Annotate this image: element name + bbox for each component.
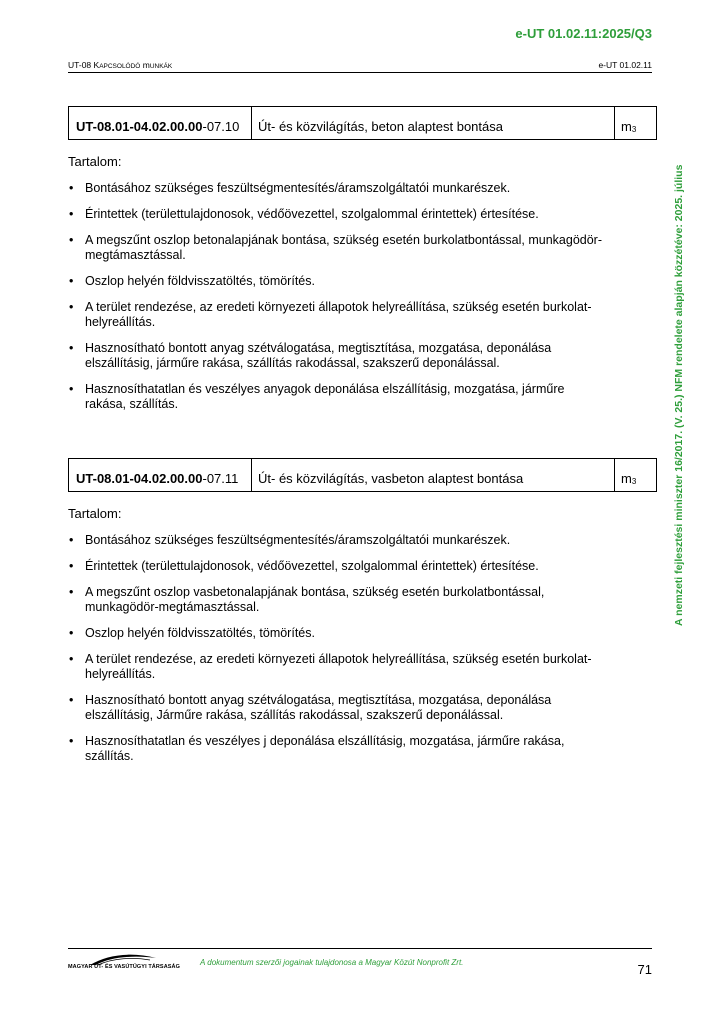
list-item: • A megszűnt oszlop betonalapjának bontása, szükség esetén burkolatbontással, munkagödör-megtámasztással. bbox=[68, 233, 608, 263]
society-logo bbox=[68, 952, 180, 974]
publication-note: A nemzeti fejlesztési miniszter 16/2017. (V. 25.) NFM rendelete alapján közzétéve: 2025. július bbox=[673, 164, 685, 626]
list-item: • A terület rendezése, az eredeti környezeti állapotok helyreállítása, szükség esetén burkolat-helyreállítás. bbox=[68, 652, 608, 682]
page-number: 71 bbox=[637, 962, 652, 977]
item-code-main: UT-08.01-04.02.00.00 bbox=[76, 119, 203, 134]
list-item: • A terület rendezése, az eredeti környezeti állapotok helyreállítása, szükség esetén burkolat-helyreállítás. bbox=[68, 300, 608, 330]
content-list bbox=[68, 533, 608, 775]
item-title: Út- és közvilágítás, beton alaptest bontása bbox=[252, 107, 615, 139]
item-code bbox=[69, 459, 252, 491]
item-unit bbox=[615, 459, 656, 491]
unit-base: m bbox=[621, 119, 632, 134]
logo-text: MAGYAR ÚT- ÉS VASÚTÜGYI TÁRSASÁG bbox=[68, 964, 180, 970]
footer-divider bbox=[68, 948, 652, 949]
list-item: • Bontásához szükséges feszültségmentesítés/áramszolgáltatói munkarészek. bbox=[68, 533, 608, 548]
list-item: • Hasznosíthatatlan és veszélyes anyagok deponálása elszállításig, mozgatása, járműre rakása, szállítás. bbox=[68, 382, 608, 412]
list-item: • A megszűnt oszlop vasbetonalapjának bontása, szükség esetén burkolatbontással, munkagödör-megtámasztással. bbox=[68, 585, 608, 615]
item-title: Út- és közvilágítás, vasbeton alaptest bontása bbox=[252, 459, 615, 491]
unit-exponent: 3 bbox=[631, 125, 637, 134]
item-code-suffix: -07.10 bbox=[202, 119, 240, 134]
unit-base: m bbox=[621, 471, 632, 486]
list-item: • Érintettek (területtulajdonosok, védőövezettel, szolgalommal érintettek) értesítése. bbox=[68, 559, 608, 574]
list-item: • Bontásához szükséges feszültségmentesítés/áramszolgáltatói munkarészek. bbox=[68, 181, 608, 196]
list-item: • Érintettek (területtulajdonosok, védőövezettel, szolgalommal érintettek) értesítése. bbox=[68, 207, 608, 222]
content-list bbox=[68, 181, 608, 423]
list-item: • Oszlop helyén földvisszatöltés, tömörítés. bbox=[68, 626, 608, 641]
item-header-table bbox=[68, 106, 657, 140]
list-item: • Hasznosíthatatlan és veszélyes j deponálása elszállításig, mozgatása, járműre rakása, szállítás. bbox=[68, 734, 608, 764]
list-item: • Hasznosítható bontott anyag szétválogatása, megtisztítása, mozgatása, deponálása elszállításig, Járműre rakása, szállítás rakodással, szakszerű deponálással. bbox=[68, 693, 608, 723]
content-label: Tartalom: bbox=[68, 506, 122, 521]
copyright-note: A dokumentum szerzői jogainak tulajdonosa a Magyar Közút Nonprofit Zrt. bbox=[200, 958, 464, 967]
section-title: UT-08 KAPCSOLÓDÓ mUNKÁK bbox=[68, 60, 173, 70]
unit-exponent: 3 bbox=[631, 477, 637, 486]
content-label: Tartalom: bbox=[68, 154, 122, 169]
item-unit bbox=[615, 107, 656, 139]
item-code-suffix: -07.11 bbox=[202, 471, 239, 486]
section-code: e-UT 01.02.11 bbox=[598, 60, 652, 70]
list-item: • Hasznosítható bontott anyag szétválogatása, megtisztítása, mozgatása, deponálása elszállításig, járműre rakása, szállítás rakodással, szakszerű deponálással. bbox=[68, 341, 608, 371]
item-code bbox=[69, 107, 252, 139]
item-header-table bbox=[68, 458, 657, 492]
document-code: e-UT 01.02.11:2025/Q3 bbox=[515, 26, 652, 41]
list-item: • Oszlop helyén földvisszatöltés, tömörítés. bbox=[68, 274, 608, 289]
item-code-main: UT-08.01-04.02.00.00 bbox=[76, 471, 203, 486]
running-header bbox=[68, 60, 652, 73]
